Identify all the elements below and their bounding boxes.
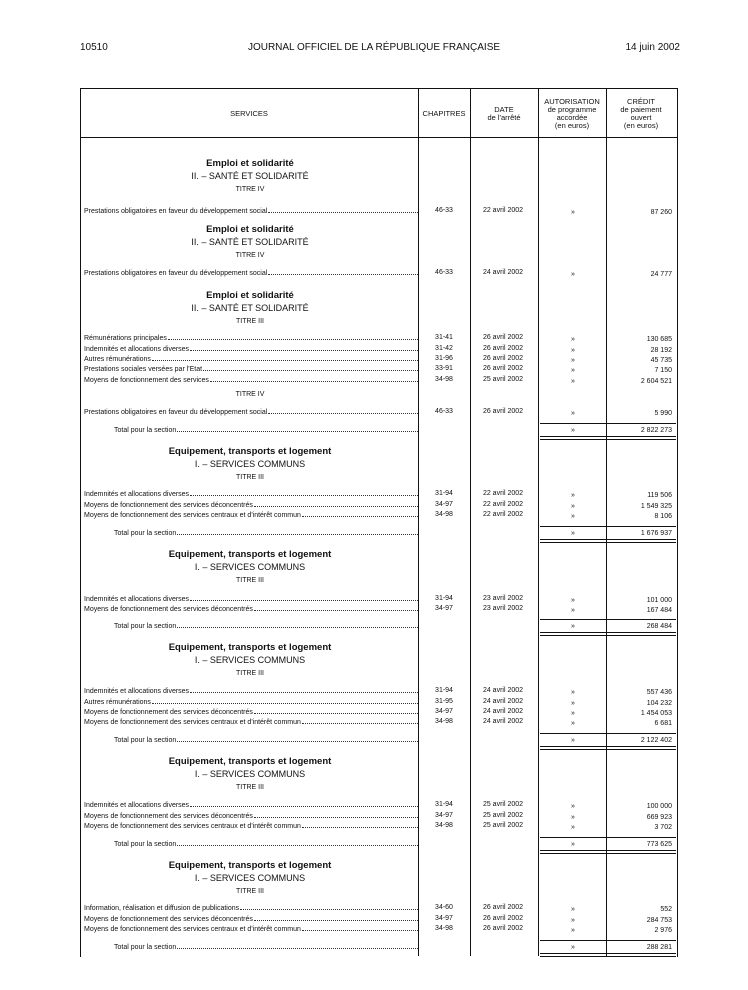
section-heading: I. – SERVICES COMMUNS: [194, 769, 306, 779]
credit-value: 6 681: [654, 720, 672, 727]
credit-value: 669 923: [646, 814, 672, 821]
credit-value: 2 604 521: [640, 378, 672, 385]
credit-value: 552: [660, 906, 672, 913]
titre-heading: TITRE III: [236, 670, 264, 677]
total-authorization: »: [571, 623, 575, 630]
titre-heading: TITRE III: [236, 784, 264, 791]
total-authorization: »: [571, 737, 575, 744]
decree-date: 24 avril 2002: [482, 698, 524, 705]
service-label-text: Indemnités et allocations diverses: [84, 802, 190, 809]
leader-dots: [254, 707, 418, 714]
leader-dots: [177, 839, 418, 846]
total-credit: 268 484: [646, 623, 672, 630]
service-label-text: Moyens de fonctionnement des services déconcentrés: [84, 502, 253, 509]
chapter-code: 31-96: [435, 355, 453, 362]
chapter-code: 34-98: [435, 822, 453, 829]
total-label: [114, 528, 418, 538]
decree-date: 25 avril 2002: [482, 822, 524, 829]
service-label-text: Moyens de fonctionnement des services: [84, 377, 209, 384]
decree-date: 26 avril 2002: [482, 365, 524, 372]
ministry-heading: Emploi et solidarité: [206, 290, 294, 301]
credit-value: 1 454 053: [640, 710, 672, 717]
service-label: [84, 206, 418, 216]
leader-dots: [190, 344, 418, 351]
total-authorization: »: [571, 841, 575, 848]
credit-value: 2 976: [654, 927, 672, 934]
service-label: [84, 697, 418, 707]
decree-date: 26 avril 2002: [482, 334, 524, 341]
chapter-code: 34-60: [435, 904, 453, 911]
credit-value: 45 735: [650, 357, 672, 364]
credit-value: 284 753: [646, 917, 672, 924]
ministry-heading: Equipement, transports et logement: [168, 860, 332, 871]
service-label: [84, 510, 418, 520]
leader-dots: [190, 800, 418, 807]
decree-date: 22 avril 2002: [482, 511, 524, 518]
service-label-text: Moyens de fonctionnement des services déconcentrés: [84, 606, 253, 613]
chapter-code: 34-98: [435, 718, 453, 725]
leader-dots: [302, 717, 418, 724]
service-label-text: Autres rémunérations: [84, 356, 151, 363]
decree-date: 22 avril 2002: [482, 501, 524, 508]
total-rule-bottom: [540, 746, 676, 750]
service-label: [84, 489, 418, 499]
leader-dots: [190, 686, 418, 693]
service-label: [84, 800, 418, 810]
total-label: [114, 839, 418, 849]
total-label: [114, 425, 418, 435]
total-label-text: Total pour la section: [114, 944, 177, 951]
decree-date: 23 avril 2002: [482, 605, 524, 612]
service-label-text: Moyens de fonctionnement des services centraux et d'intérêt commun: [84, 512, 301, 519]
authorization-value: »: [571, 824, 575, 831]
total-rule-bottom: [540, 953, 676, 957]
chapter-code: 34-97: [435, 605, 453, 612]
authorization-value: »: [571, 357, 575, 364]
authorization-value: »: [571, 347, 575, 354]
service-label-text: Prestations obligatoires en faveur du développement social: [84, 270, 268, 277]
decree-date: 26 avril 2002: [482, 915, 524, 922]
total-credit: 773 625: [646, 841, 672, 848]
chapter-code: 46-33: [435, 207, 453, 214]
service-label-text: Moyens de fonctionnement des services déconcentrés: [84, 916, 253, 923]
credit-value: 1 549 325: [640, 503, 672, 510]
service-label: [84, 500, 418, 510]
credit-value: 7 150: [654, 367, 672, 374]
leader-dots: [302, 924, 418, 931]
decree-date: 26 avril 2002: [482, 355, 524, 362]
ministry-heading: Equipement, transports et logement: [168, 446, 332, 457]
col-header-chapitres: CHAPITRES: [422, 109, 466, 118]
service-label-text: Information, réalisation et diffusion de publications: [84, 905, 240, 912]
authorization-value: »: [571, 503, 575, 510]
leader-dots: [254, 811, 418, 818]
col-header-autorisation: AUTORISATION de programme accordée (en euros): [544, 97, 600, 130]
service-label-text: Indemnités et allocations diverses: [84, 491, 190, 498]
leader-dots: [268, 268, 418, 275]
authorization-value: »: [571, 378, 575, 385]
service-label: [84, 717, 418, 727]
total-authorization: »: [571, 427, 575, 434]
leader-dots: [177, 942, 418, 949]
leader-dots: [240, 903, 418, 910]
service-label: [84, 407, 418, 417]
credit-value: 130 685: [646, 336, 672, 343]
titre-heading: TITRE III: [236, 577, 264, 584]
service-label: [84, 811, 418, 821]
ministry-heading: Emploi et solidarité: [206, 158, 294, 169]
section-heading: I. – SERVICES COMMUNS: [194, 655, 306, 665]
authorization-value: »: [571, 906, 575, 913]
leader-dots: [268, 407, 418, 414]
decree-date: 23 avril 2002: [482, 595, 524, 602]
decree-date: 24 avril 2002: [482, 708, 524, 715]
total-rule-bottom: [540, 632, 676, 636]
authorization-value: »: [571, 513, 575, 520]
page-number: 10510: [80, 42, 108, 53]
leader-dots: [152, 354, 418, 361]
service-label: [84, 914, 418, 924]
service-label: [84, 604, 418, 614]
chapter-code: 31-94: [435, 687, 453, 694]
service-label: [84, 686, 418, 696]
section-heading: I. – SERVICES COMMUNS: [194, 459, 306, 469]
total-rule-top: [540, 733, 676, 734]
leader-dots: [190, 594, 418, 601]
total-rule-top: [540, 940, 676, 941]
decree-date: 24 avril 2002: [482, 687, 524, 694]
authorization-value: »: [571, 336, 575, 343]
total-credit: 2 822 273: [640, 427, 672, 434]
leader-dots: [302, 510, 418, 517]
service-label-text: Prestations obligatoires en faveur du développement social: [84, 409, 268, 416]
leader-dots: [254, 500, 418, 507]
decree-date: 25 avril 2002: [482, 801, 524, 808]
column-divider: [538, 88, 539, 956]
decree-date: 22 avril 2002: [482, 207, 524, 214]
chapter-code: 34-98: [435, 376, 453, 383]
ministry-heading: Equipement, transports et logement: [168, 549, 332, 560]
authorization-value: »: [571, 720, 575, 727]
leader-dots: [302, 821, 418, 828]
total-rule-top: [540, 423, 676, 424]
leader-dots: [152, 697, 418, 704]
section-heading: II. – SANTÉ ET SOLIDARITÉ: [191, 237, 309, 247]
authorization-value: »: [571, 700, 575, 707]
service-label-text: Moyens de fonctionnement des services centraux et d'intérêt commun: [84, 823, 301, 830]
service-label: [84, 821, 418, 831]
issue-date: 14 juin 2002: [625, 42, 680, 53]
titre-heading: TITRE III: [236, 474, 264, 481]
credit-value: 100 000: [646, 803, 672, 810]
chapter-code: 31-94: [435, 595, 453, 602]
total-label-text: Total pour la section: [114, 737, 177, 744]
credit-value: 119 506: [647, 492, 672, 499]
chapter-code: 34-97: [435, 812, 453, 819]
total-label: [114, 942, 418, 952]
service-label-text: Moyens de fonctionnement des services centraux et d'intérêt commun: [84, 719, 301, 726]
service-label-text: Prestations obligatoires en faveur du développement social: [84, 208, 268, 215]
decree-date: 26 avril 2002: [482, 925, 524, 932]
leader-dots: [190, 489, 418, 496]
chapter-code: 33-91: [435, 365, 453, 372]
chapter-code: 31-94: [435, 490, 453, 497]
col-header-services: SERVICES: [230, 109, 268, 118]
leader-dots: [177, 528, 418, 535]
decree-date: 24 avril 2002: [482, 269, 524, 276]
authorization-value: »: [571, 689, 575, 696]
col-header-credit: CRÉDIT de paiement ouvert (en euros): [620, 97, 662, 130]
authorization-value: »: [571, 410, 575, 417]
service-label: [84, 333, 418, 343]
column-divider: [418, 88, 419, 956]
total-label-text: Total pour la section: [114, 841, 177, 848]
authorization-value: »: [571, 803, 575, 810]
credit-value: 24 777: [650, 271, 672, 278]
section-heading: II. – SANTÉ ET SOLIDARITÉ: [191, 303, 309, 313]
total-label: [114, 735, 418, 745]
credit-value: 167 484: [646, 607, 672, 614]
chapter-code: 31-41: [435, 334, 453, 341]
total-label-text: Total pour la section: [114, 427, 177, 434]
service-label: [84, 594, 418, 604]
decree-date: 22 avril 2002: [482, 490, 524, 497]
decree-date: 26 avril 2002: [482, 345, 524, 352]
leader-dots: [254, 604, 418, 611]
col-header-date: DATE de l'arrêté: [487, 105, 521, 122]
service-label-text: Moyens de fonctionnement des services déconcentrés: [84, 813, 253, 820]
total-rule-top: [540, 526, 676, 527]
total-label-text: Total pour la section: [114, 623, 177, 630]
service-label: [84, 903, 418, 913]
service-label-text: Indemnités et allocations diverses: [84, 596, 190, 603]
titre-heading: TITRE III: [236, 318, 264, 325]
authorization-value: »: [571, 209, 575, 216]
decree-date: 26 avril 2002: [482, 408, 524, 415]
total-rule-bottom: [540, 436, 676, 440]
total-authorization: »: [571, 944, 575, 951]
credit-value: 87 260: [650, 209, 672, 216]
leader-dots: [210, 375, 418, 382]
total-rule-top: [540, 837, 676, 838]
total-credit: 288 281: [646, 944, 672, 951]
decree-date: 24 avril 2002: [482, 718, 524, 725]
authorization-value: »: [571, 607, 575, 614]
service-label: [84, 364, 418, 374]
leader-dots: [268, 206, 418, 213]
service-label: [84, 375, 418, 385]
chapter-code: 34-98: [435, 925, 453, 932]
chapter-code: 31-94: [435, 801, 453, 808]
total-label-text: Total pour la section: [114, 530, 177, 537]
leader-dots: [203, 364, 418, 371]
service-label-text: Moyens de fonctionnement des services déconcentrés: [84, 709, 253, 716]
authorization-value: »: [571, 814, 575, 821]
decree-date: 25 avril 2002: [482, 812, 524, 819]
chapter-code: 34-97: [435, 708, 453, 715]
chapter-code: 46-33: [435, 269, 453, 276]
credit-value: 28 192: [650, 347, 672, 354]
service-label-text: Rémunérations principales: [84, 335, 167, 342]
service-label: [84, 344, 418, 354]
credit-value: 101 000: [646, 597, 672, 604]
section-heading: I. – SERVICES COMMUNS: [194, 873, 306, 883]
service-label: [84, 354, 418, 364]
service-label: [84, 707, 418, 717]
ministry-heading: Equipement, transports et logement: [168, 756, 332, 767]
chapter-code: 34-98: [435, 511, 453, 518]
section-heading: I. – SERVICES COMMUNS: [194, 562, 306, 572]
credit-value: 104 232: [646, 700, 672, 707]
credit-value: 8 106: [654, 513, 672, 520]
ministry-heading: Equipement, transports et logement: [168, 642, 332, 653]
titre-heading: TITRE III: [236, 888, 264, 895]
service-label: [84, 268, 418, 278]
credit-value: 557 436: [646, 689, 672, 696]
titre-heading: TITRE IV: [235, 186, 265, 193]
chapter-code: 31-95: [435, 698, 453, 705]
service-label-text: Indemnités et allocations diverses: [84, 688, 190, 695]
journal-title: JOURNAL OFFICIEL DE LA RÉPUBLIQUE FRANÇAISE: [247, 42, 501, 53]
header-rule: [80, 137, 677, 138]
total-label: [114, 621, 418, 631]
credit-value: 3 702: [654, 824, 672, 831]
leader-dots: [254, 914, 418, 921]
service-label-text: Autres rémunérations: [84, 699, 151, 706]
leader-dots: [177, 425, 418, 432]
authorization-value: »: [571, 927, 575, 934]
chapter-code: 31-42: [435, 345, 453, 352]
titre-heading: TITRE IV: [235, 252, 265, 259]
authorization-value: »: [571, 597, 575, 604]
chapter-code: 34-97: [435, 915, 453, 922]
authorization-value: »: [571, 367, 575, 374]
decree-date: 26 avril 2002: [482, 904, 524, 911]
service-label-text: Moyens de fonctionnement des services centraux et d'intérêt commun: [84, 926, 301, 933]
leader-dots: [177, 735, 418, 742]
ministry-heading: Emploi et solidarité: [206, 224, 294, 235]
authorization-value: »: [571, 917, 575, 924]
leader-dots: [177, 621, 418, 628]
credit-value: 5 990: [654, 410, 672, 417]
total-credit: 2 122 402: [640, 737, 672, 744]
leader-dots: [168, 333, 418, 340]
decree-date: 25 avril 2002: [482, 376, 524, 383]
service-label-text: Indemnités et allocations diverses: [84, 346, 190, 353]
total-credit: 1 676 937: [640, 530, 672, 537]
authorization-value: »: [571, 271, 575, 278]
total-rule-top: [540, 619, 676, 620]
total-authorization: »: [571, 530, 575, 537]
section-heading: II. – SANTÉ ET SOLIDARITÉ: [191, 171, 309, 181]
authorization-value: »: [571, 492, 575, 499]
authorization-value: »: [571, 710, 575, 717]
column-divider: [606, 88, 607, 956]
chapter-code: 46-33: [435, 408, 453, 415]
titre-heading: TITRE IV: [235, 391, 265, 398]
chapter-code: 34-97: [435, 501, 453, 508]
total-rule-bottom: [540, 850, 676, 854]
total-rule-bottom: [540, 539, 676, 543]
service-label: [84, 924, 418, 934]
service-label-text: Prestations sociales versées par l'Etat: [84, 366, 203, 373]
